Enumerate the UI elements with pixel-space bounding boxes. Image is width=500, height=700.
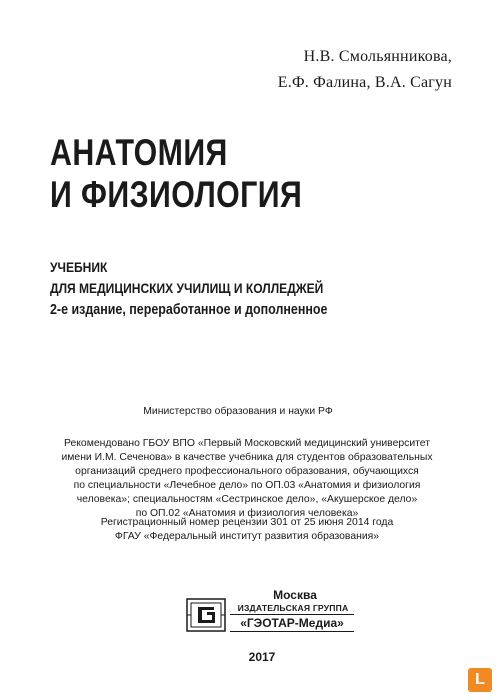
recommendation-text	[0, 437, 497, 521]
publisher-city: Москва	[273, 588, 317, 602]
registration-line: ФГАУ «Федеральный институт развития образования»	[114, 531, 380, 542]
ministry-text: Министерство образования и науки РФ	[143, 406, 333, 417]
recommendation-line: человека»; специальностям «Сестринское дело», «Акушерское дело»	[76, 494, 418, 505]
recommendation-line: по ОП.02 «Анатомия и физиология человека»	[135, 508, 359, 519]
recommendation-line: по специальности «Лечебное дело» по ОП.03 «Анатомия и физиология	[73, 480, 421, 491]
registration-line: Регистрационный номер рецензии 301 от 25 июня 2014 года	[100, 517, 394, 528]
recommendation-line: организаций среднего профессионального образования, обучающихся	[75, 466, 419, 477]
authors-block	[278, 44, 452, 96]
publisher-name: «ГЭОТАР-Медиа»	[230, 614, 354, 632]
publisher-group: ИЗДАТЕЛЬСКАЯ ГРУППА	[237, 603, 349, 613]
publication-year: 2017	[248, 650, 276, 664]
title-line: АНАТОМИЯ	[50, 132, 228, 173]
edition-line: 2-е издание, переработанное и дополненное	[50, 302, 328, 318]
bookmark-letter-icon[interactable]	[468, 668, 492, 692]
author-line: Е.Ф. Фалина, В.А. Сагун	[277, 74, 452, 91]
publisher-block	[186, 588, 349, 644]
recommendation-line: имени И.М. Сеченова» в качестве учебника для студентов образовательных	[61, 452, 433, 463]
badge-letter: L	[475, 671, 485, 688]
recommendation-line: Рекомендовано ГБОУ ВПО «Первый Московский медицинский университет	[64, 438, 430, 449]
title-line: И ФИЗИОЛОГИЯ	[50, 174, 303, 215]
book-subtitle	[50, 257, 327, 321]
author-line: Н.В. Смольянникова,	[303, 48, 452, 65]
book-title	[50, 132, 302, 216]
publisher-logo-icon	[186, 598, 226, 632]
subtitle-line: ДЛЯ МЕДИЦИНСКИХ УЧИЛИЩ И КОЛЛЕДЖЕЙ	[50, 280, 324, 296]
registration-text	[0, 516, 497, 544]
subtitle-line: УЧЕБНИК	[50, 259, 108, 275]
